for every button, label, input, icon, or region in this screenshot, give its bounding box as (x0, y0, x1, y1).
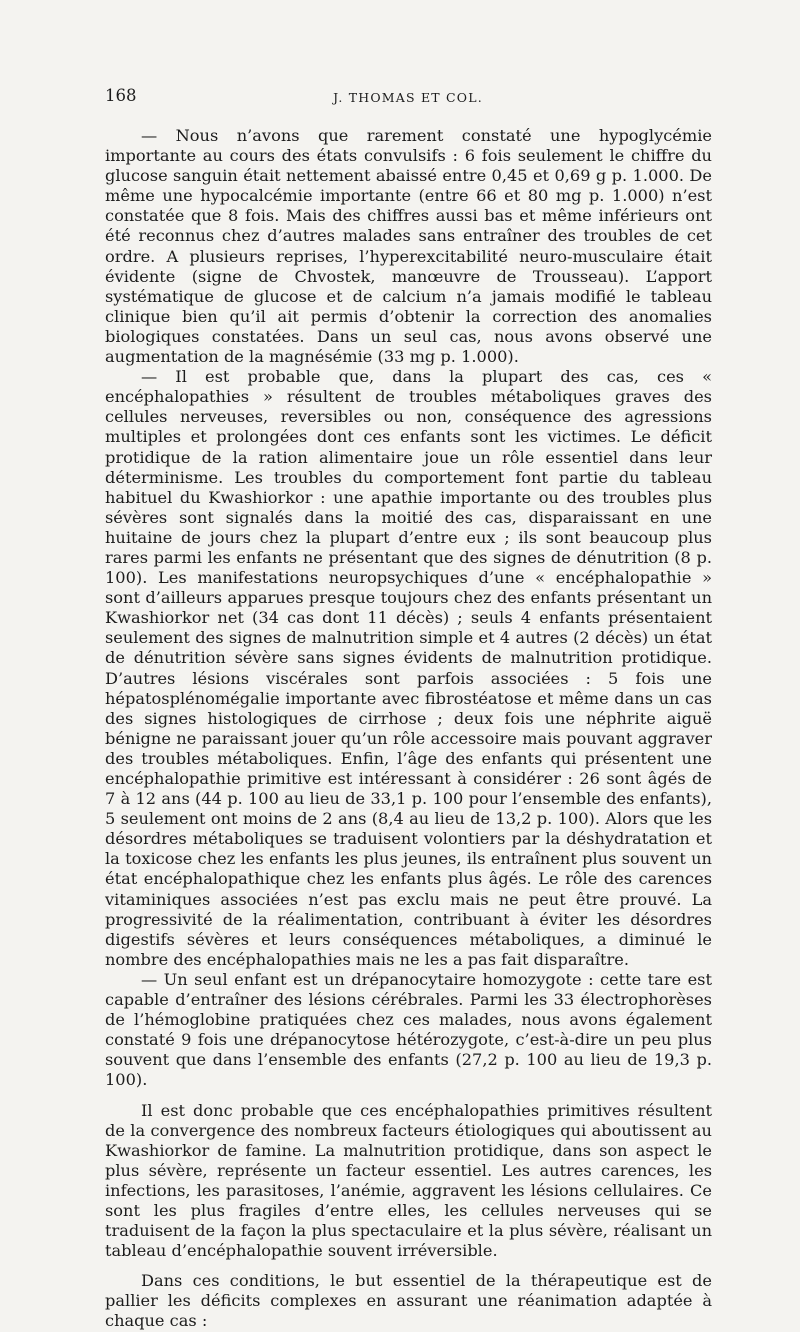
page-header (105, 86, 711, 110)
paragraph-encephalopathies: — Il est probable que, dans la plupart des cas, ces « encéphalopathies » résultent de troubles métaboliques graves des cellules nerveuses, reversibles ou non, conséquence des agressions multiples et prolongées dont ces enfants sont les victimes. Le déficit protidique de la ration alimentaire joue un rôle essentiel dans leur déterminisme. Les troubles du comportement font partie du tableau habituel du Kwashiorkor : une apathie importante ou des troubles plus sévères sont signalés dans la moitié des cas, disparaissant en une huitaine de jours chez la plupart d’entre eux ; ils sont beaucoup plus rares parmi les enfants ne présentant que des signes de dénutrition (8 p. 100). Les manifestations neuropsychiques d’une « encéphalopathie » sont d’ailleurs apparues presque toujours chez des enfants présentant un Kwashiorkor net (34 cas dont 11 décès) ; seuls 4 enfants présentaient seulement des signes de malnutrition simple et 4 autres (2 décès) un état de dénutrition sévère sans signes évidents de malnutrition protidique. D’autres lésions viscérales sont parfois associées : 5 fois une hépatosplénomégalie importante avec fibrostéatose et même dans un cas des signes histologiques de cirrhose ; deux fois une néphrite aiguë bénigne ne paraissant jouer qu’un rôle accessoire mais pouvant aggraver des troubles métaboliques. Enfin, l’âge des enfants qui présentent une encéphalopathie primitive est intéressant à considérer : 26 sont âgés de 7 à 12 ans (44 p. 100 au lieu de 33,1 p. 100 pour l’ensemble des enfants), 5 seulement ont moins de 2 ans (8,4 au lieu de 13,2 p. 100). Alors que les désordres métaboliques se traduisent volontiers par la déshydratation et la toxicose chez les enfants les plus jeunes, ils entraînent plus souvent un état encéphalopathique chez les enfants plus âgés. Le rôle des carences vitaminiques associées n’est pas exclu mais ne peut être prouvé. La progressivité de la réalimentation, contribuant à éviter les désordres digestifs sévères et leurs conséquences métaboliques, a diminué le nombre des encéphalopathies mais ne les a pas fait disparaître. (105, 367, 712, 969)
paragraph-therapeutics: Dans ces conditions, le but essentiel de la thérapeutique est de pallier les déficits complexes en assurant une réanimation adaptée à chaque cas : (105, 1271, 712, 1331)
running-head: J. THOMAS ET COL. (333, 90, 483, 105)
article-body (105, 126, 712, 1332)
page-number: 168 (105, 86, 137, 105)
paragraph-hypoglycemia: — Nous n’avons que rarement constaté une hypoglycémie importante au cours des états convulsifs : 6 fois seulement le chiffre du glucose sanguin était nettement abaissé entre 0,45 et 0,69 g p. 1.000. De même une hypocalcémie importante (entre 66 et 80 mg p. 1.000) n’est constatée que 8 fois. Mais des chiffres aussi bas et même inférieurs ont été reconnus chez d’autres malades sans entraîner des troubles de cet ordre. A plusieurs reprises, l’hyperexcitabilité neuro-musculaire était évidente (signe de Chvostek, manœuvre de Trousseau). L’apport systématique de glucose et de calcium n’a jamais modifié le tableau clinique bien qu’il ait permis d’obtenir la correction des anomalies biologiques constatées. Dans un seul cas, nous avons observé une augmentation de la magnésémie (33 mg p. 1.000). (105, 126, 712, 367)
paragraph-conclusion: Il est donc probable que ces encéphalopathies primitives résultent de la convergence des nombreux facteurs étiologiques qui aboutissent au Kwashiorkor de famine. La malnutrition protidique, dans son aspect le plus sévère, représente un facteur essentiel. Les autres carences, les infections, les parasitoses, l’anémie, aggravent les lésions cellulaires. Ce sont les plus fragiles d’entre elles, les cellules nerveuses qui se traduisent de la façon la plus spectaculaire et la plus sévère, réalisant un tableau d’encéphalopathie souvent irréversible. (105, 1100, 712, 1261)
paragraph-drepanocytosis: — Un seul enfant est un drépanocytaire homozygote : cette tare est capable d’entraîner des lésions cérébrales. Parmi les 33 électrophorèses de l’hémoglobine pratiquées chez ces malades, nous avons également constaté 9 fois une drépanocytose hétérozygote, c’est-à-dire un peu plus souvent que dans l’ensemble des enfants (27,2 p. 100 au lieu de 19,3 p. 100). (105, 969, 712, 1090)
